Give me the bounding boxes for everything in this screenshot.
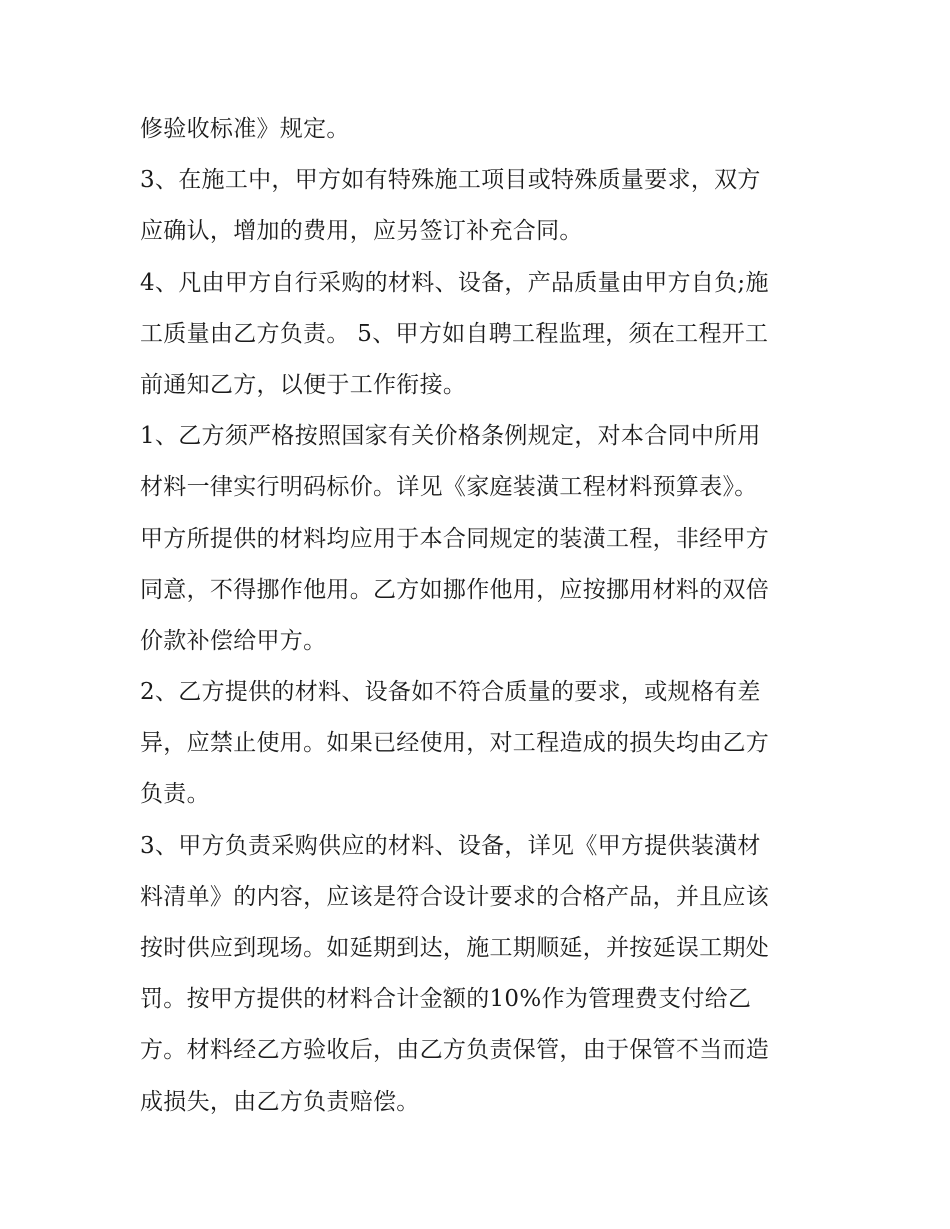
text-line: 罚。按甲方提供的材料合计金额的10%作为管理费支付给乙 [140,986,752,1013]
text-line: 方。材料经乙方验收后，由乙方负责保管，由于保管不当而造 [140,1037,770,1064]
text-line: 工质量由乙方负责。 5、甲方如自聘工程监理，须在工程开工 [140,320,769,347]
text-line: 异，应禁止使用。如果已经使用，对工程造成的损失均由乙方 [140,730,770,757]
text-line: 3、在施工中，甲方如有特殊施工项目或特殊质量要求，双方 [140,167,761,194]
text-line: 料清单》的内容，应该是符合设计要求的合格产品，并且应该 [140,883,770,910]
text-line: 材料一律实行明码标价。详见《家庭装潢工程材料预算表》。 [140,474,758,501]
text-line: 修验收标准》规定。 [140,116,350,142]
text-line: 4、凡由甲方自行采购的材料、设备，产品质量由甲方自负;施 [140,269,769,296]
document-body [140,104,830,1128]
text-line: 负责。 [140,781,210,808]
text-line: 前通知乙方，以便于工作衔接。 [140,371,467,398]
text-line: 价款补偿给甲方。 [140,627,327,654]
text-line: 3、甲方负责采购供应的材料、设备，详见《甲方提供装潢材 [140,832,761,859]
text-line: 2、乙方提供的材料、设备如不符合质量的要求，或规格有差 [140,679,761,706]
text-line: 成损失，由乙方负责赔偿。 [140,1088,420,1115]
text-line: 按时供应到现场。如延期到达，施工期顺延，并按延误工期处 [140,935,770,961]
text-line: 甲方所提供的材料均应用于本合同规定的装潢工程，非经甲方 [140,525,770,552]
text-line: 1、乙方须严格按照国家有关价格条例规定，对本合同中所用 [140,423,761,450]
text-line: 应确认，增加的费用，应另签订补充合同。 [140,218,583,245]
text-line: 同意，不得挪作他用。乙方如挪作他用，应按挪用材料的双倍 [140,576,770,603]
